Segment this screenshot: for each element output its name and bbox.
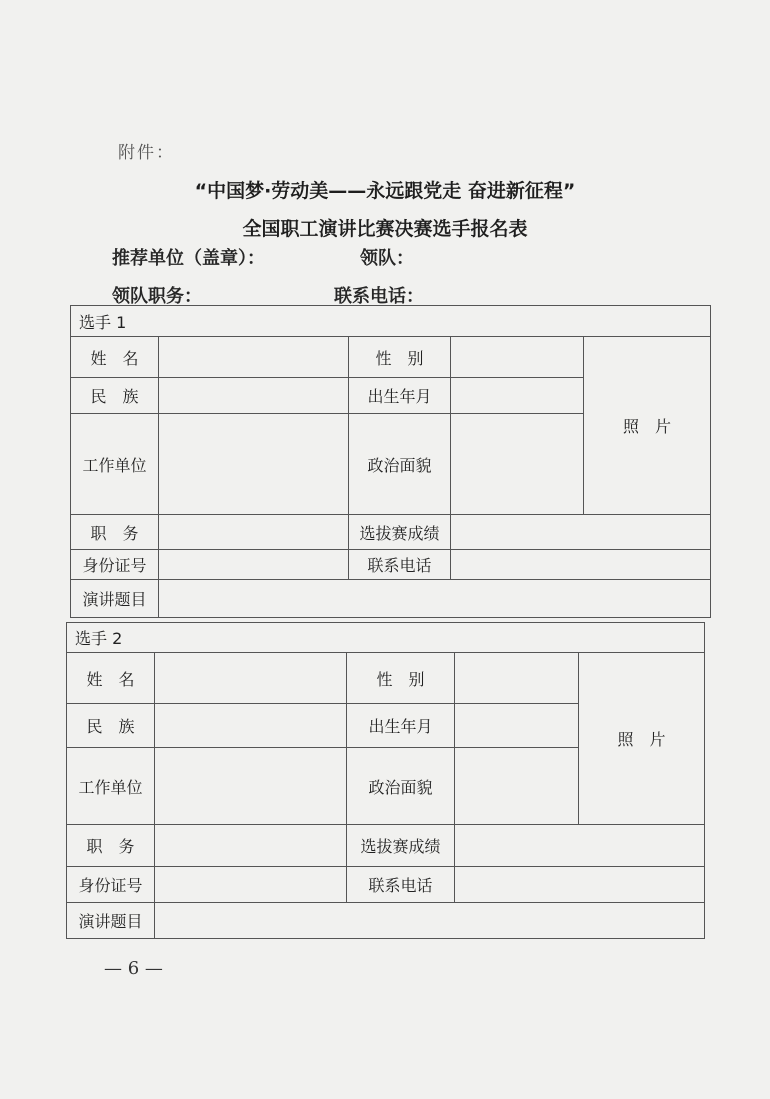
- form-title-line1: “中国梦·劳动美——永远跟党走 奋进新征程”: [194, 180, 576, 202]
- ethnicity-field[interactable]: [155, 704, 347, 748]
- topic-label: 演讲题目: [67, 903, 155, 939]
- recommending-unit-label: 推荐单位（盖章）：: [112, 248, 265, 269]
- political-field[interactable]: [455, 748, 579, 825]
- id-label: 身份证号: [67, 867, 155, 903]
- selection-score-field[interactable]: [451, 515, 711, 550]
- phone-field[interactable]: [455, 867, 705, 903]
- id-field[interactable]: [159, 550, 349, 580]
- position-field[interactable]: [159, 515, 349, 550]
- name-field[interactable]: [159, 337, 349, 378]
- political-label: 政治面貌: [347, 748, 455, 825]
- birth-label: 出生年月: [349, 378, 451, 414]
- birth-field[interactable]: [455, 704, 579, 748]
- photo-box[interactable]: 照 片: [579, 653, 705, 825]
- workplace-field[interactable]: [159, 414, 349, 515]
- topic-field[interactable]: [155, 903, 705, 939]
- topic-label: 演讲题目: [71, 580, 159, 618]
- gender-label: 性 别: [349, 337, 451, 378]
- selection-score-label: 选拔赛成绩: [347, 825, 455, 867]
- id-label: 身份证号: [71, 550, 159, 580]
- birth-label: 出生年月: [347, 704, 455, 748]
- id-field[interactable]: [155, 867, 347, 903]
- attachment-label: 附件：: [118, 143, 175, 163]
- workplace-label: 工作单位: [67, 748, 155, 825]
- name-label: 姓 名: [67, 653, 155, 704]
- gender-field[interactable]: [455, 653, 579, 704]
- phone-field[interactable]: [451, 550, 711, 580]
- position-label: 职 务: [71, 515, 159, 550]
- position-label: 职 务: [67, 825, 155, 867]
- contestant-2-section-label: 选手 2: [67, 623, 705, 653]
- leader-position-label: 领队职务：: [112, 286, 202, 307]
- contestant-1-section-label: 选手 1: [71, 306, 711, 337]
- position-field[interactable]: [155, 825, 347, 867]
- name-label: 姓 名: [71, 337, 159, 378]
- contestant-1-table: [70, 305, 711, 618]
- phone-label: 联系电话: [349, 550, 451, 580]
- ethnicity-label: 民 族: [71, 378, 159, 414]
- form-title-line2: 全国职工演讲比赛决赛选手报名表: [242, 218, 528, 240]
- gender-field[interactable]: [451, 337, 584, 378]
- topic-field[interactable]: [159, 580, 711, 618]
- workplace-field[interactable]: [155, 748, 347, 825]
- name-field[interactable]: [155, 653, 347, 704]
- selection-score-label: 选拔赛成绩: [349, 515, 451, 550]
- workplace-label: 工作单位: [71, 414, 159, 515]
- contact-phone-label: 联系电话：: [334, 286, 424, 307]
- ethnicity-field[interactable]: [159, 378, 349, 414]
- page-number: — 6 —: [104, 958, 163, 979]
- selection-score-field[interactable]: [455, 825, 705, 867]
- gender-label: 性 别: [347, 653, 455, 704]
- photo-box[interactable]: 照 片: [584, 337, 711, 515]
- contestant-2-table: [66, 622, 705, 939]
- team-leader-label: 领队：: [360, 248, 414, 269]
- birth-field[interactable]: [451, 378, 584, 414]
- political-label: 政治面貌: [349, 414, 451, 515]
- phone-label: 联系电话: [347, 867, 455, 903]
- political-field[interactable]: [451, 414, 584, 515]
- ethnicity-label: 民 族: [67, 704, 155, 748]
